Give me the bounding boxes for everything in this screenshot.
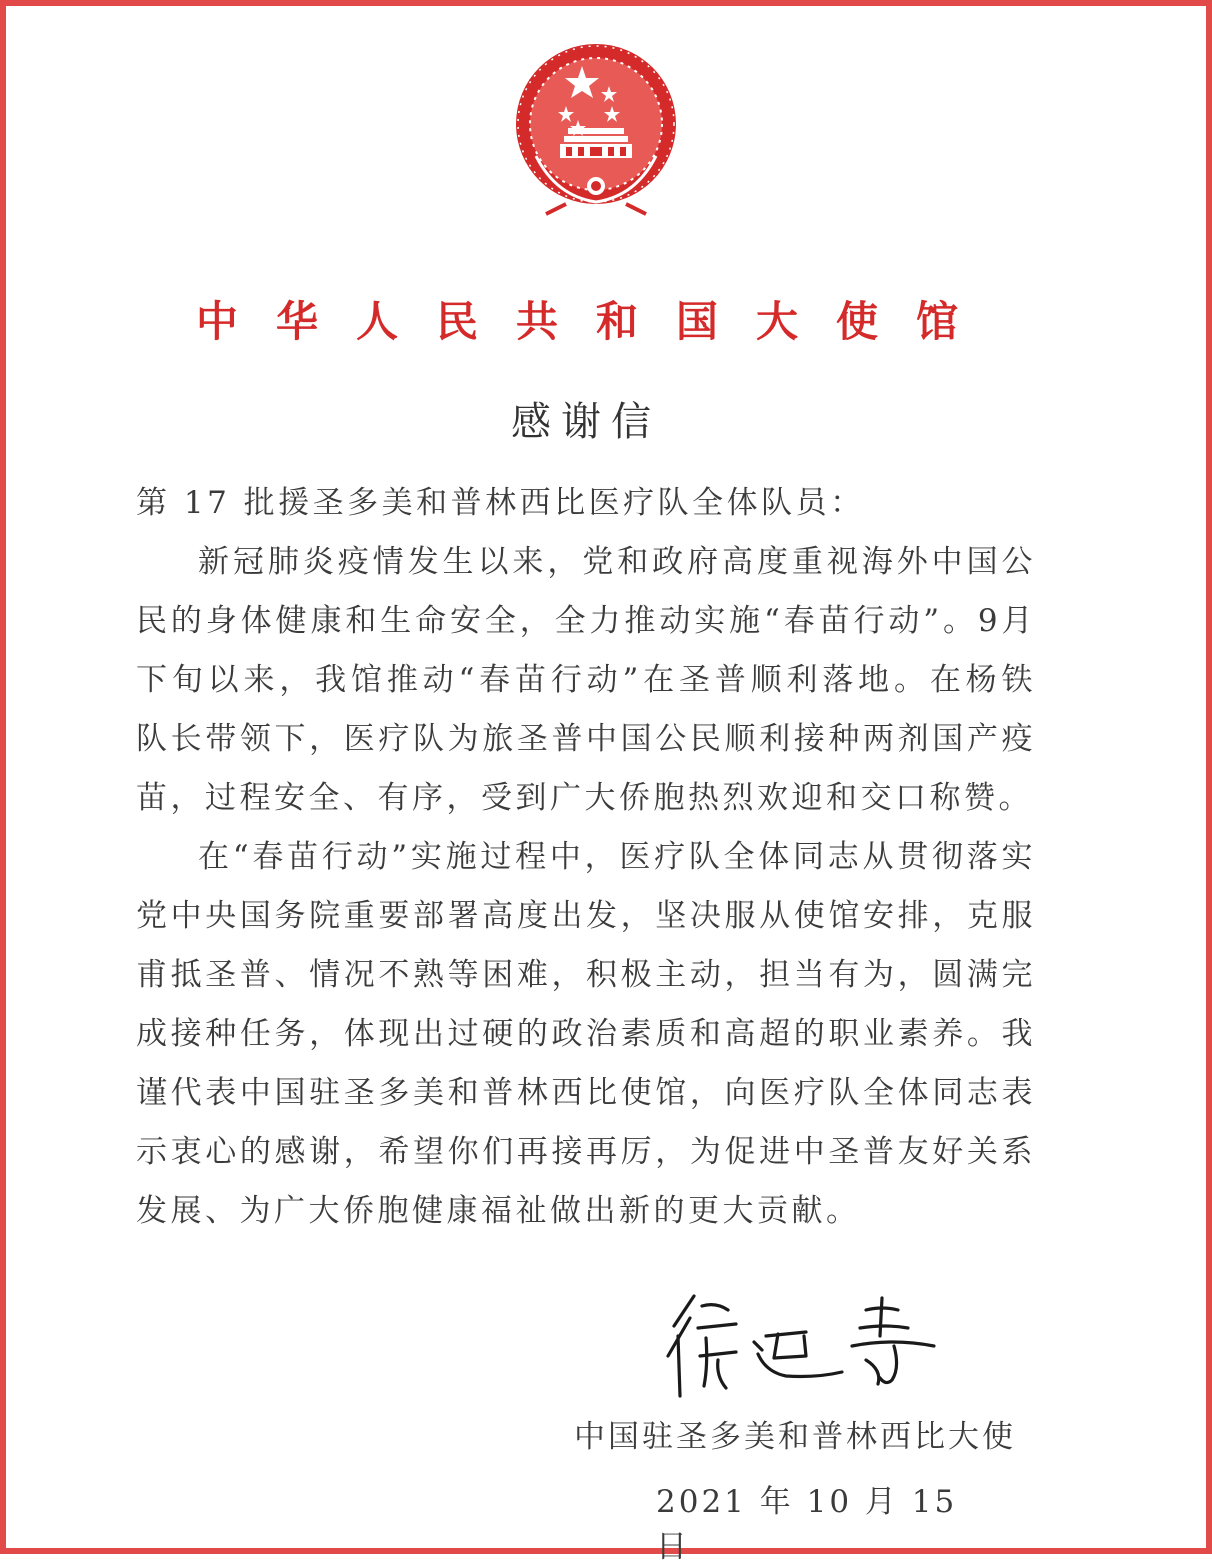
embassy-name: 中华人民共和国大使馆 [195, 297, 996, 346]
letter-title: 感谢信 [511, 399, 661, 445]
salutation: 第 17 批援圣多美和普林西比医疗队全体队员： [136, 485, 865, 521]
letter-body [136, 474, 1036, 1241]
paragraph-1: 新冠肺炎疫情发生以来，党和政府高度重视海外中国公民的身体健康和生命安全，全力推动实施“春苗行动”。9月下旬以来，我馆推动“春苗行动”在圣普顺利落地。在杨铁队长带领下，医疗队为旅圣普中国公民顺利接种两剂国产疫苗，过程安全、有序，受到广大侨胞热烈欢迎和交口称赞。 [136, 544, 1036, 816]
ambassador-title: 中国驻圣多美和普林西比大使 [574, 1419, 1016, 1455]
paragraph-2: 在“春苗行动”实施过程中，医疗队全体同志从贯彻落实党中央国务院重要部署高度出发，坚决服从使馆安排，克服甫抵圣普、情况不熟等困难，积极主动，担当有为，圆满完成接种任务，体现出过硬的政治素质和高超的职业素养。我谨代表中国驻圣多美和普林西比使馆，向医疗队全体同志表示衷心的感谢，希望你们再接再厉，为促进中圣普友好关系发展、为广大侨胞健康福祉做出新的更大贡献。 [136, 839, 1036, 1229]
letter-date: 2021 年 10 月 15 日 [656, 1484, 958, 1565]
handwritten-signature [646, 1276, 956, 1406]
national-emblem-icon [506, 36, 686, 216]
